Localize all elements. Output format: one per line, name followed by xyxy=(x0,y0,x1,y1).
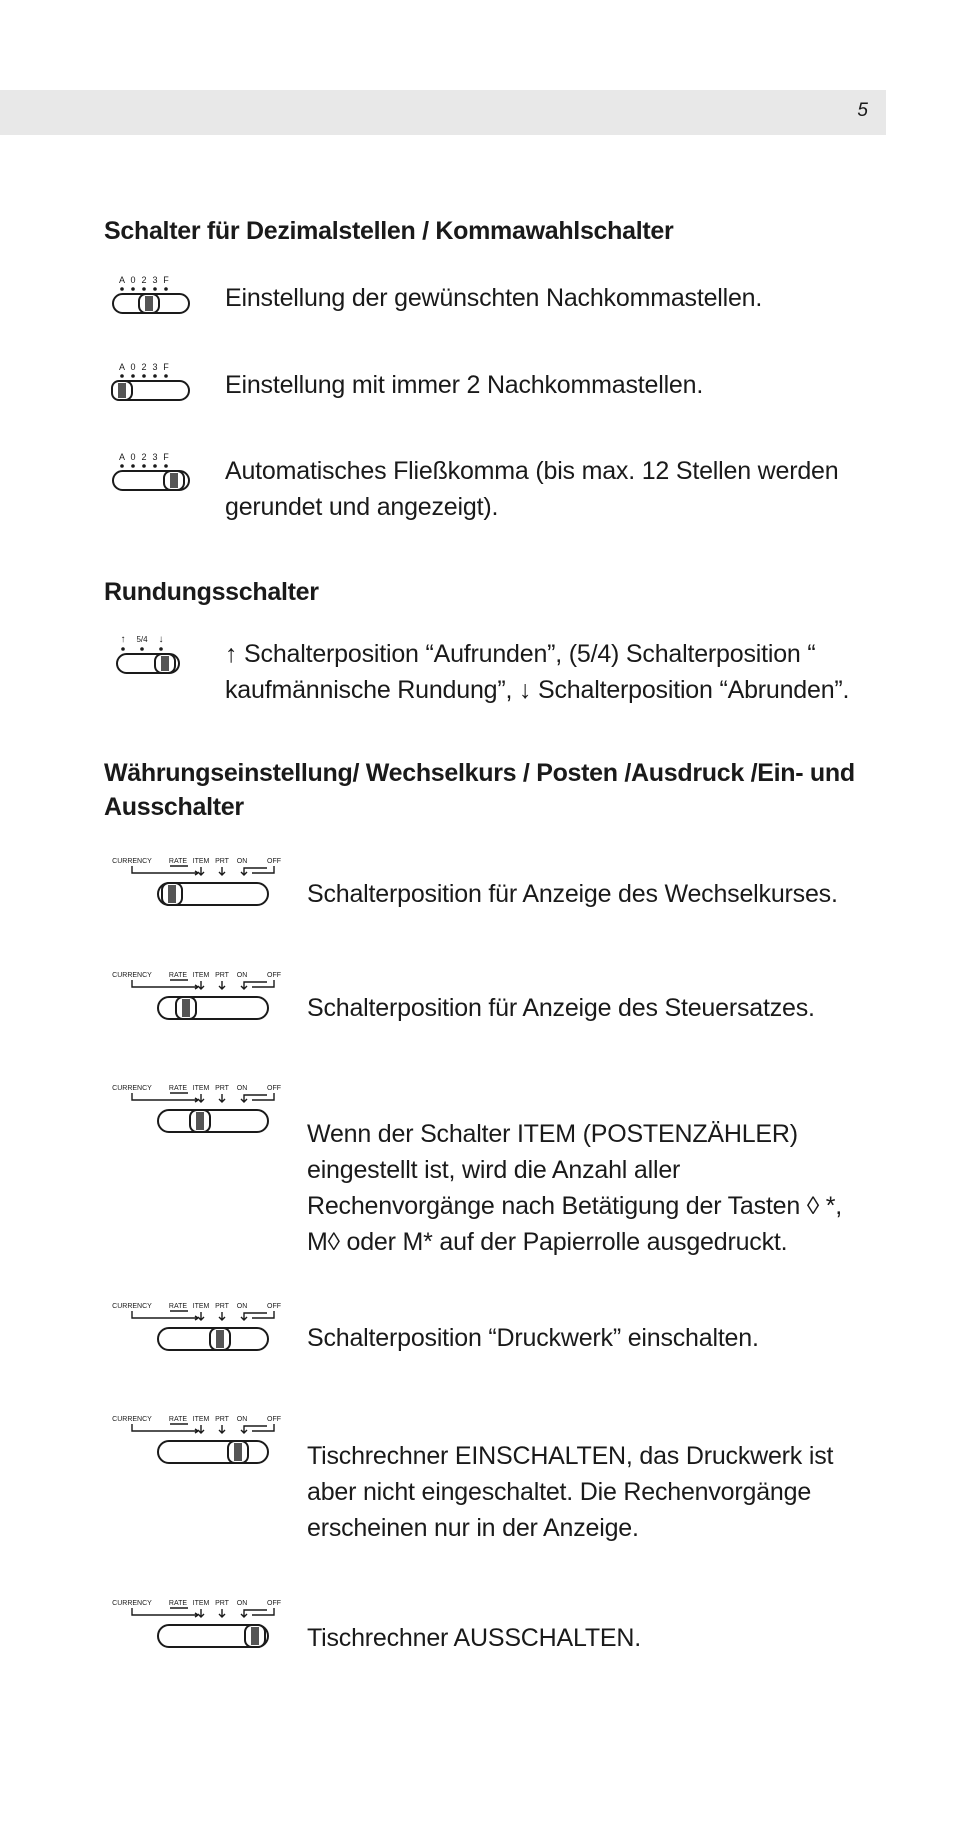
switch-detent-dot xyxy=(121,647,125,651)
heading-currency-power-switch: Währungseinstellung/ Wechselkurs / Posten /Ausdruck /Ein- und Ausschalter xyxy=(104,759,855,821)
mode-switch-icon-rate xyxy=(112,970,292,1022)
switch-label: 5/4 xyxy=(136,635,148,644)
switch-label: RATE xyxy=(168,1303,188,1310)
switch-detent-dot xyxy=(131,287,135,291)
switch-detent-dot xyxy=(120,374,124,378)
switch-detent-dot xyxy=(140,647,144,651)
page-header-band xyxy=(0,90,886,135)
decimal-item-text-3: Automatisches Fließkomma (bis max. 12 Stellen werden gerundet und angezeigt). xyxy=(225,457,839,521)
switch-label: A xyxy=(118,362,126,372)
switch-label: CURRENCY xyxy=(112,858,152,865)
switch-label: ON xyxy=(236,1085,248,1092)
switch-label: ITEM xyxy=(192,1600,210,1607)
decimal-switch-icon-position-a xyxy=(108,361,188,401)
switch-label: CURRENCY xyxy=(112,972,152,979)
page-number: 5 xyxy=(857,100,868,121)
decimal-item-text-2: Einstellung mit immer 2 Nachkommastellen. xyxy=(225,371,704,399)
switch-label: ITEM xyxy=(192,1085,210,1092)
mode-item-text-prt: Schalterposition “Druckwerk” einschalten. xyxy=(307,1324,759,1352)
mode-switch-icon-prt xyxy=(112,1301,292,1353)
switch-label: ITEM xyxy=(192,972,210,979)
switch-knob-grip xyxy=(216,1330,224,1348)
switch-label: 3 xyxy=(152,275,158,285)
switch-detent-dot xyxy=(153,374,157,378)
switch-label: CURRENCY xyxy=(112,1303,152,1310)
switch-label: CURRENCY xyxy=(112,1085,152,1092)
heading-rounding-switch: Rundungsschalter xyxy=(104,578,319,606)
mode-item-text-on: Tischrechner EINSCHALTEN, das Druckwerk ist aber nicht eingeschaltet. Die Rechenvorgänge erscheinen nur in der Anzeige. xyxy=(307,1442,834,1542)
mode-item-text-rate: Schalterposition für Anzeige des Steuersatzes. xyxy=(307,994,815,1022)
switch-label: 3 xyxy=(152,452,158,462)
switch-label: OFF xyxy=(267,858,281,865)
switch-track xyxy=(158,1441,268,1463)
switch-detent-dot xyxy=(120,287,124,291)
switch-bracket-lines xyxy=(132,1608,274,1617)
switch-label: OFF xyxy=(267,1303,281,1310)
switch-knob-grip xyxy=(251,1627,259,1645)
switch-track xyxy=(158,997,268,1019)
switch-detent-dot xyxy=(142,287,146,291)
switch-label: 2 xyxy=(141,452,147,462)
switch-label: ON xyxy=(236,972,248,979)
switch-detent-dot xyxy=(159,647,163,651)
switch-label: 3 xyxy=(152,362,158,372)
switch-bracket-lines xyxy=(132,866,274,875)
switch-knob-grip xyxy=(168,885,176,903)
switch-detent-dot xyxy=(153,464,157,468)
switch-label: OFF xyxy=(267,1416,281,1423)
switch-label: 0 xyxy=(130,362,136,372)
switch-bracket-lines xyxy=(132,1424,274,1433)
switch-label: RATE xyxy=(168,1085,188,1092)
switch-label: PRT xyxy=(215,1303,229,1310)
switch-label: ON xyxy=(236,858,248,865)
switch-label: PRT xyxy=(215,858,229,865)
heading-decimal-switch: Schalter für Dezimalstellen / Kommawahlschalter xyxy=(104,217,674,245)
switch-track xyxy=(158,1110,268,1132)
switch-knob-grip xyxy=(182,999,190,1017)
decimal-switch-icon-position-f xyxy=(108,451,188,491)
switch-label: CURRENCY xyxy=(112,1600,152,1607)
switch-label: ↑ xyxy=(120,634,126,645)
mode-item-text-off: Tischrechner AUSSCHALTEN. xyxy=(307,1624,641,1652)
switch-label: F xyxy=(163,275,169,285)
switch-label: 2 xyxy=(141,362,147,372)
switch-knob-grip xyxy=(161,656,169,671)
switch-label: OFF xyxy=(267,1600,281,1607)
switch-label: OFF xyxy=(267,972,281,979)
switch-label: RATE xyxy=(168,1600,188,1607)
switch-label: OFF xyxy=(267,1085,281,1092)
switch-label: PRT xyxy=(215,1085,229,1092)
switch-label: ITEM xyxy=(192,1416,210,1423)
switch-label: PRT xyxy=(215,1600,229,1607)
switch-label: ITEM xyxy=(192,858,210,865)
switch-label: ON xyxy=(236,1416,248,1423)
switch-label: A xyxy=(118,452,126,462)
mode-switch-icon-on xyxy=(112,1414,292,1466)
mode-switch-icon-item xyxy=(112,1083,292,1135)
mode-switch-icon-currency xyxy=(112,856,292,908)
switch-label: CURRENCY xyxy=(112,1416,152,1423)
decimal-item-text-1: Einstellung der gewünschten Nachkommastellen. xyxy=(225,284,763,312)
switch-detent-dot xyxy=(131,464,135,468)
switch-label: RATE xyxy=(168,972,188,979)
switch-detent-dot xyxy=(131,374,135,378)
switch-label: F xyxy=(163,452,169,462)
switch-label: ↓ xyxy=(158,634,164,645)
decimal-switch-icon-position-3 xyxy=(108,274,188,314)
mode-switch-icon-off xyxy=(112,1598,292,1650)
switch-label: RATE xyxy=(168,858,188,865)
switch-bracket-lines xyxy=(132,1311,274,1320)
switch-detent-dot xyxy=(164,374,168,378)
switch-detent-dot xyxy=(164,287,168,291)
switch-label: F xyxy=(163,362,169,372)
mode-item-text-currency: Schalterposition für Anzeige des Wechselkurses. xyxy=(307,880,838,908)
rounding-item-text: ↑ Schalterposition “Aufrunden”, (5/4) Schalterposition “ kaufmännische Rundung”, ↓ Schalterposition “Abrunden”. xyxy=(225,640,850,704)
switch-detent-dot xyxy=(153,287,157,291)
switch-label: ON xyxy=(236,1303,248,1310)
switch-knob-grip xyxy=(196,1112,204,1130)
switch-knob-grip xyxy=(234,1443,242,1461)
switch-label: 2 xyxy=(141,275,147,285)
rounding-switch-icon xyxy=(115,633,181,675)
switch-detent-dot xyxy=(120,464,124,468)
mode-item-text-item: Wenn der Schalter ITEM (POSTENZÄHLER) eingestellt ist, wird die Anzahl aller Rechenvorgänge nach Betätigung der Tasten ◊ *, M◊ oder M* auf der Papierrolle ausgedruckt. xyxy=(307,1120,843,1256)
switch-knob-grip xyxy=(118,383,126,398)
switch-detent-dot xyxy=(142,374,146,378)
switch-label: A xyxy=(118,275,126,285)
switch-detent-dot xyxy=(164,464,168,468)
switch-label: 0 xyxy=(130,275,136,285)
switch-label: PRT xyxy=(215,972,229,979)
switch-detent-dot xyxy=(142,464,146,468)
switch-knob-grip xyxy=(170,473,178,488)
switch-label: RATE xyxy=(168,1416,188,1423)
switch-bracket-lines xyxy=(132,1093,274,1102)
switch-label: ITEM xyxy=(192,1303,210,1310)
switch-knob-grip xyxy=(145,296,153,311)
switch-label: PRT xyxy=(215,1416,229,1423)
switch-label: 0 xyxy=(130,452,136,462)
switch-bracket-lines xyxy=(132,980,274,989)
switch-label: ON xyxy=(236,1600,248,1607)
